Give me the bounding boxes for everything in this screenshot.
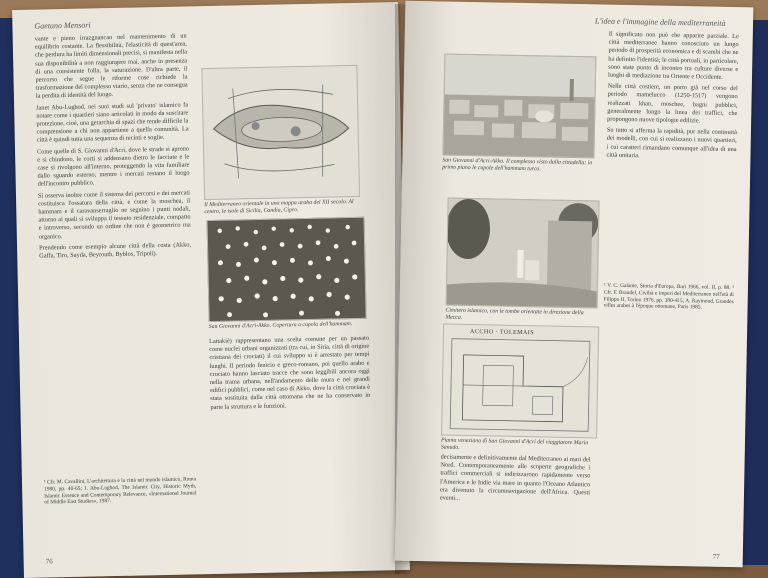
arab-map-illustration bbox=[202, 66, 359, 199]
figure-caption: San Giovanni d'Acri-Akko. Il complesso visto dalla cittadella; in primo piano le cupole dell'hammam turco. bbox=[442, 157, 593, 173]
paragraph: Come quelle di S. Giovanni d'Acri, dove le strade si aprono e si chiudono, le corti si addensano dietro le facciate e le case si rivolgono all'interno, proteggendo la vita familiare dallo sguardo esterno, mentre i mercati restano il luogo dell'incontro pubblico. bbox=[36, 145, 190, 189]
map-title: ACCHO · TOLEMAIS bbox=[470, 329, 535, 337]
figure-caption: San Giovanni d'Acri-Akko. Copertura a cupola dell'hammam. bbox=[208, 321, 353, 331]
right-text-column bbox=[604, 31, 739, 283]
paragraph: Janet Abu-Lughod, nei suoi studi sul 'privato' islamico fa notare come i quartieri siano articolati in modo da suscitare protezione, cioè, una gerarchia di spazi che rende difficile la comprensione a chi non appartiene a quella comunità. La città è quindi tutta una sequenza di recinti e soglie. bbox=[36, 101, 189, 145]
figure-caption: Il Mediterraneo orientale in una mappa araba del XII secolo. Al centro, le isole di Sicilia, Candia, Cipro. bbox=[204, 198, 354, 216]
page-number-right: 77 bbox=[712, 552, 720, 561]
paragraph: Nelle città costiere, un porto già nel corso del periodo mamelucco (1250-1517) vengono realizzati khan, moschee, bagni pubblici, generalmente lungo la linea dei traffici, che propongono nuove tipologie edilizie. bbox=[607, 82, 738, 125]
left-second-column: Lattakiè) rappresentano una scelta comune per un passato come nuclei urbani organizzati (tra cui, in Siria, città di origine cristiana dei crociati) il cui sviluppo si è arrestato per tempi lunghi. Il periodo fenicio e greco-romano, poi quello arabo e crociato hanno lasciato tracce che sono leggibili ancora oggi nella trama urbana, nell'andamento delle mura e nei grandi edifici pubblici, come nel caso di Akko, dove la città crociata è stata sostituita dalla città ottomana che ne ha conservato in parte la struttura e le funzioni. bbox=[209, 334, 371, 411]
venetian-map-figure bbox=[441, 323, 599, 438]
dome-lights-pattern bbox=[208, 218, 366, 321]
arab-map-figure bbox=[201, 65, 360, 200]
right-page bbox=[395, 1, 754, 568]
paragraph: Prendendo come esempio alcune città della costa (Akko, Gaffa, Tiro, Sayda, Beyrouth, Byblos, Tripoli). bbox=[39, 241, 192, 260]
figure-caption: Pianta veneziana di San Giovanni d'Acri del viaggiatore Marin Sanudo. bbox=[440, 437, 589, 451]
figure-caption: Cimitero islamico, con le tombe orientate in direzione della Mecca. bbox=[445, 307, 584, 321]
paragraph: vante e pieno irrazgnancao nel mantenimento di un equilibrio costante. La flessibilità, l'elasticità di quest'area, che perdura ha limiti dimensionali precisi, si manifesta nella sua disponibilità a non raggiungere mai, anche in presenza di una consistente folla, la saturazione. D'altra parte, il percorso che segue le riforme cose richiede la trasformazione del complesso viario, senza che ne consegua la perdita di identità del luogo. bbox=[34, 32, 188, 101]
map-plan-illustration bbox=[442, 325, 598, 438]
hammam-dome-photo bbox=[207, 217, 367, 322]
paragraph: Su tutto si afferma la rapidità, pur nella continuità dei modelli, con cui si realizzano i nuovi quartieri, i cui caratteri rimandano comunque all'idea di una città unitaria. bbox=[606, 126, 737, 160]
paragraph: Il significato non può che apparire parziale. Le città mediterranee hanno conosciuto un lungo periodo di prosperità economica e di scambi che ne ha definito l'identità; le città portuali, in particolare, sono state punto di incontro tra culture diverse e luoghi di mediazione tra Oriente e Occidente. bbox=[607, 30, 739, 81]
cemetery-illustration bbox=[447, 199, 599, 308]
footnotes-right: ¹ V. C. Galante, Storia d'Europa, Bari 1966, vol. II, p. 88. ² Cfr. F. Braudel, Civiltà e imperi del Mediterraneo nell'età di Filippo II, Torino 1976, pp. 380-415; A. Raymond, Grandes villes arabes à l'époque ottomane, Paris 1985. bbox=[603, 282, 735, 311]
acre-cityscape-photo bbox=[442, 53, 596, 158]
running-head-left: Gaetano Mensori bbox=[34, 20, 91, 31]
left-page bbox=[12, 2, 410, 578]
page-number-left: 76 bbox=[45, 557, 53, 566]
footnotes-left: ¹ Cfr. M. Cavallini, L'architettura e la città nel mondo islamico, Roma 1980, pp. 40-65; J. Abu-Lughod, The Islamic City, Historic Myth, Islamic Essence and Contemporary Relevance, «International Journal of Middle East Studies», 1987. bbox=[43, 476, 197, 506]
right-lower-column: decisamente e definitivamente dal Mediterraneo ai mari del Nord. Contemporaneamente alle scoperte geografiche i traffici commerciali si indirizzarono rapidamente verso l'America e le Indie via mare in quanto l'Oceano Atlantico era divenuto la circumnavigazione dell'Africa. Questi eventi... bbox=[439, 453, 591, 502]
cityscape-illustration bbox=[443, 54, 595, 157]
paragraph: Si osserva inoltre come il sistema dei percorsi e dei mercati costituisca l'ossatura della città, e come la moschea, il hammam e il caravanserraglio ne segnino i punti nodali, attorno ai quali si sviluppa il tessuto residenziale, compatto e introverso, secondo un ordine che non è geometrico ma organico. bbox=[37, 189, 191, 241]
running-head-right: L'idea e l'immagine della mediterraneità bbox=[594, 16, 726, 28]
left-text-column bbox=[35, 32, 197, 505]
cemetery-photo bbox=[446, 198, 600, 309]
